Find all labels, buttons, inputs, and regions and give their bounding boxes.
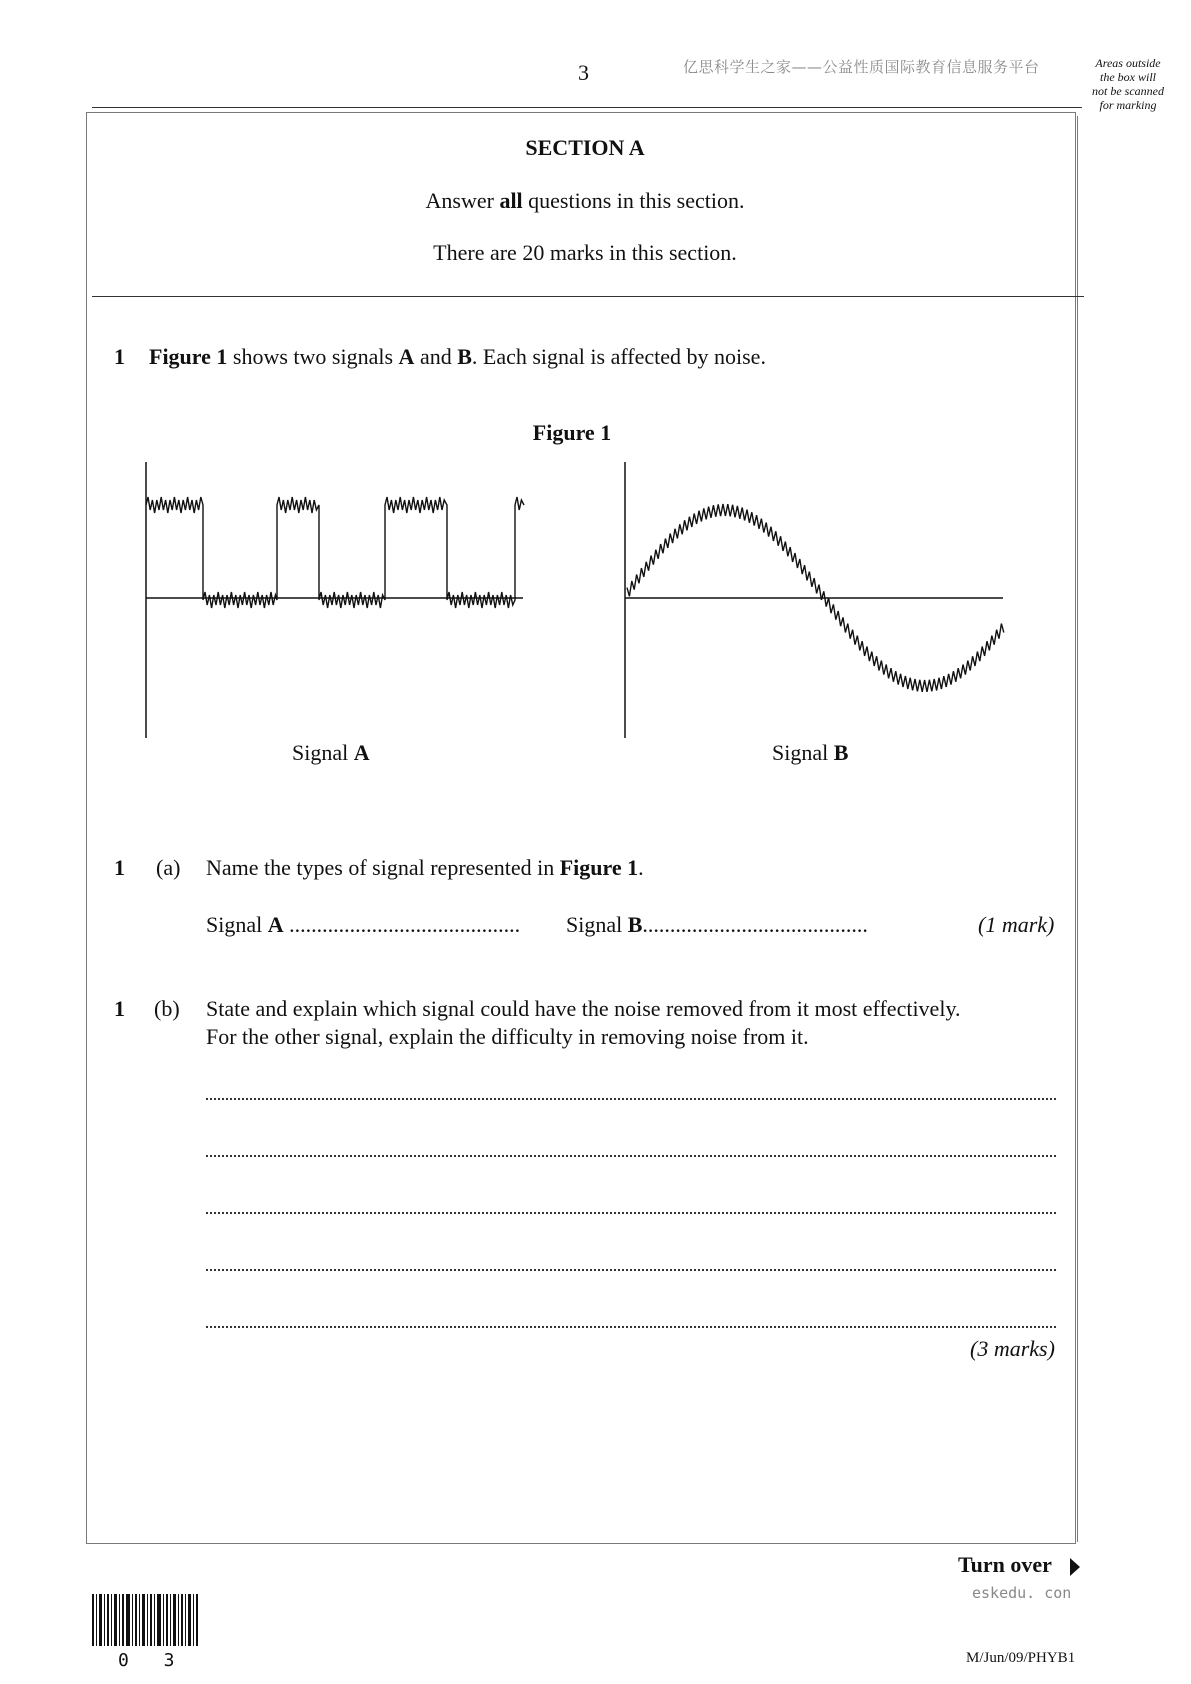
turn-over-arrow-icon [1070, 1558, 1080, 1576]
margin-note-line: not be scanned [1092, 84, 1164, 98]
margin-note-line: the box will [1100, 70, 1156, 84]
answer-line[interactable] [206, 1098, 1056, 1100]
part-b-label: (b) [154, 996, 180, 1021]
part-b-number: 1 [114, 996, 125, 1021]
answer-line[interactable] [206, 1212, 1056, 1214]
part-a-number: 1 [114, 855, 125, 880]
margin-note-line: Areas outside [1095, 56, 1161, 70]
turn-over-label: Turn over [958, 1552, 1052, 1577]
section-title: SECTION A [525, 135, 645, 160]
barcode-icon [92, 1594, 200, 1646]
part-a-marks: (1 mark) [978, 912, 1055, 937]
signal-b-label: Signal B [772, 740, 849, 765]
answer-b-field[interactable]: Signal B......................................... [566, 912, 868, 937]
footer-watermark: eskedu. con [972, 1584, 1072, 1602]
header-watermark: 亿思科学生之家——公益性质国际教育信息服务平台 [683, 58, 1040, 76]
question-stem: Figure 1 shows two signals A and B. Each signal is affected by noise. [149, 344, 766, 369]
section-marks-note: There are 20 marks in this section. [433, 240, 737, 265]
answer-line[interactable] [206, 1155, 1056, 1157]
part-b-marks: (3 marks) [970, 1336, 1055, 1361]
figure-title: Figure 1 [532, 420, 612, 445]
figure-signals [0, 0, 1191, 800]
part-b-question-line: For the other signal, explain the difficulty in removing noise from it. [206, 1024, 809, 1049]
part-a-label: (a) [156, 855, 181, 880]
section-instruction: Answer all questions in this section. [425, 188, 745, 213]
barcode-digits: 0 3 [118, 1650, 187, 1671]
part-a-question: Name the types of signal represented in Figure 1. [206, 855, 644, 880]
page-number: 3 [578, 60, 589, 85]
answer-a-field[interactable]: Signal A .......................................... [206, 912, 521, 937]
question-number: 1 [114, 344, 125, 369]
signal-a-label: Signal A [292, 740, 370, 765]
part-b-question-line: State and explain which signal could have the noise removed from it most effectively. [206, 996, 961, 1021]
signal-a-waveform [146, 497, 524, 608]
paper-code: M/Jun/09/PHYB1 [966, 1650, 1076, 1666]
answer-line[interactable] [206, 1326, 1056, 1328]
answer-line[interactable] [206, 1269, 1056, 1271]
margin-note-line: for marking [1099, 98, 1157, 112]
